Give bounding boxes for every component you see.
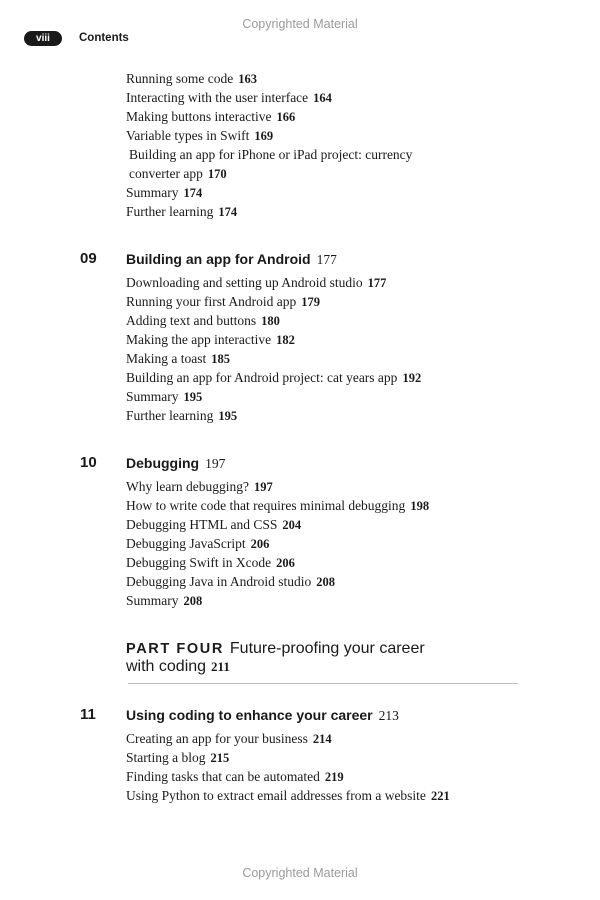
toc-entry-title: Debugging Swift in Xcode <box>126 555 272 570</box>
toc-entry[interactable] <box>126 70 257 88</box>
toc-entry-page: 185 <box>211 352 230 366</box>
toc-entry[interactable] <box>126 388 202 406</box>
copyright-watermark-top: Copyrighted Material <box>242 17 358 31</box>
toc-entry[interactable] <box>126 350 230 368</box>
toc-entry-title: Why learn debugging? <box>126 479 249 494</box>
part-title-line1: Future-proofing your career <box>229 640 425 657</box>
toc-entry[interactable] <box>126 573 335 591</box>
toc-entry-title: Making the app interactive <box>126 332 272 347</box>
toc-entry-title: Making a toast <box>126 351 207 366</box>
copyright-watermark-bottom: Copyrighted Material <box>242 866 358 880</box>
toc-entry[interactable] <box>126 369 421 387</box>
toc-entry-page: 174 <box>183 186 203 200</box>
toc-entry-title: Summary <box>126 185 179 200</box>
toc-entry-title: Creating an app for your business <box>126 731 308 746</box>
toc-entry-title: How to write code that requires minimal debugging <box>126 498 406 513</box>
toc-entry-page: 204 <box>282 518 302 532</box>
toc-entry[interactable] <box>126 787 450 805</box>
toc-entry-title: Running some code <box>126 71 234 86</box>
toc-entry-title: Using Python to extract email addresses from a website <box>126 788 426 803</box>
toc-entry-page: 164 <box>313 91 332 105</box>
toc-entry-title: Finding tasks that can be automated <box>126 769 320 784</box>
toc-entry-page: 182 <box>276 333 295 347</box>
toc-entry-page: 170 <box>207 167 227 181</box>
part-divider <box>128 683 518 684</box>
part-title-line2: with coding <box>126 658 207 675</box>
chapter-number: 10 <box>80 454 97 471</box>
toc-entry-page: 163 <box>238 72 257 86</box>
toc-entry-page: 206 <box>250 537 270 551</box>
running-head: Contents <box>79 32 129 44</box>
toc-entry[interactable] <box>126 312 280 330</box>
chapter-title[interactable] <box>126 706 399 725</box>
toc-entry-page: 166 <box>276 110 296 124</box>
toc-entry[interactable] <box>126 516 301 534</box>
toc-entry-page: 169 <box>254 129 274 143</box>
toc-entry-page: 195 <box>218 409 238 423</box>
toc-entry-title: Starting a blog <box>126 750 206 765</box>
chapter-page: 213 <box>378 708 399 723</box>
toc-entry[interactable] <box>126 730 332 748</box>
page-number-badge: viii <box>24 31 62 46</box>
toc-entry-title: converter app <box>129 166 203 181</box>
toc-entry-title: Making buttons interactive <box>126 109 272 124</box>
toc-entry-page: 174 <box>218 205 238 219</box>
toc-entry-page: 179 <box>301 295 320 309</box>
toc-entry[interactable] <box>126 108 295 126</box>
toc-entry-title: Summary <box>126 593 179 608</box>
toc-entry-page: 215 <box>210 751 230 765</box>
toc-entry-title: Debugging Java in Android studio <box>126 574 312 589</box>
part-heading[interactable] <box>126 639 425 659</box>
toc-entry-title: Further learning <box>126 408 214 423</box>
toc-entry-title: Running your first Android app <box>126 294 297 309</box>
chapter-page: 197 <box>205 456 226 471</box>
toc-entry-page: 197 <box>253 480 273 494</box>
toc-entry[interactable] <box>126 293 320 311</box>
toc-entry-title: Summary <box>126 389 179 404</box>
toc-entry[interactable] <box>126 592 202 610</box>
toc-entry-page: 214 <box>312 732 332 746</box>
toc-entry-title: Downloading and setting up Android studio <box>126 275 363 290</box>
chapter-title[interactable] <box>126 250 337 269</box>
toc-entry-title: Interacting with the user interface <box>126 90 309 105</box>
toc-entry[interactable] <box>126 554 295 572</box>
toc-entry[interactable] <box>126 749 229 767</box>
toc-entry-page: 206 <box>276 556 295 570</box>
toc-entry-title: Debugging HTML and CSS <box>126 517 278 532</box>
toc-entry-title: Variable types in Swift <box>126 128 250 143</box>
toc-entry[interactable] <box>126 535 269 553</box>
toc-entry-page: 221 <box>430 789 450 803</box>
chapter-title[interactable] <box>126 454 225 473</box>
toc-entry[interactable] <box>126 497 429 515</box>
toc-entry-title: Adding text and buttons <box>126 313 257 328</box>
toc-entry-page: 180 <box>261 314 280 328</box>
part-heading-continuation[interactable] <box>126 657 230 676</box>
toc-entry-page: 195 <box>183 390 203 404</box>
toc-entry[interactable] <box>126 478 273 496</box>
chapter-title-text: Using coding to enhance your career <box>126 707 373 723</box>
toc-entry-page: 198 <box>410 499 430 513</box>
toc-entry[interactable] <box>126 274 386 292</box>
toc-entry-title: Building an app for Android project: cat years app <box>126 370 398 385</box>
toc-entry-continuation[interactable] <box>129 165 227 183</box>
toc-entry[interactable] <box>126 127 273 145</box>
chapter-number: 09 <box>80 250 97 267</box>
toc-entry-page: 177 <box>367 276 387 290</box>
toc-entry-page: 208 <box>183 594 203 608</box>
part-page: 211 <box>211 659 230 674</box>
toc-entry-title: Building an app for iPhone or iPad project: currency <box>129 147 413 162</box>
chapter-page: 177 <box>316 252 337 267</box>
toc-entry[interactable] <box>126 407 237 425</box>
toc-entry-title: Debugging JavaScript <box>126 536 246 551</box>
toc-entry[interactable] <box>129 146 412 164</box>
chapter-title-text: Building an app for Android <box>126 251 311 267</box>
toc-entry-page: 192 <box>402 371 422 385</box>
toc-entry[interactable] <box>126 203 237 221</box>
toc-entry-page: 219 <box>324 770 344 784</box>
toc-entry[interactable] <box>126 89 332 107</box>
toc-entry[interactable] <box>126 184 202 202</box>
toc-entry-title: Further learning <box>126 204 214 219</box>
toc-entry[interactable] <box>126 768 344 786</box>
toc-entry[interactable] <box>126 331 295 349</box>
toc-entry-page: 208 <box>316 575 335 589</box>
chapter-number: 11 <box>80 706 96 723</box>
chapter-title-text: Debugging <box>126 455 200 471</box>
part-label: PART FOUR <box>126 641 224 657</box>
